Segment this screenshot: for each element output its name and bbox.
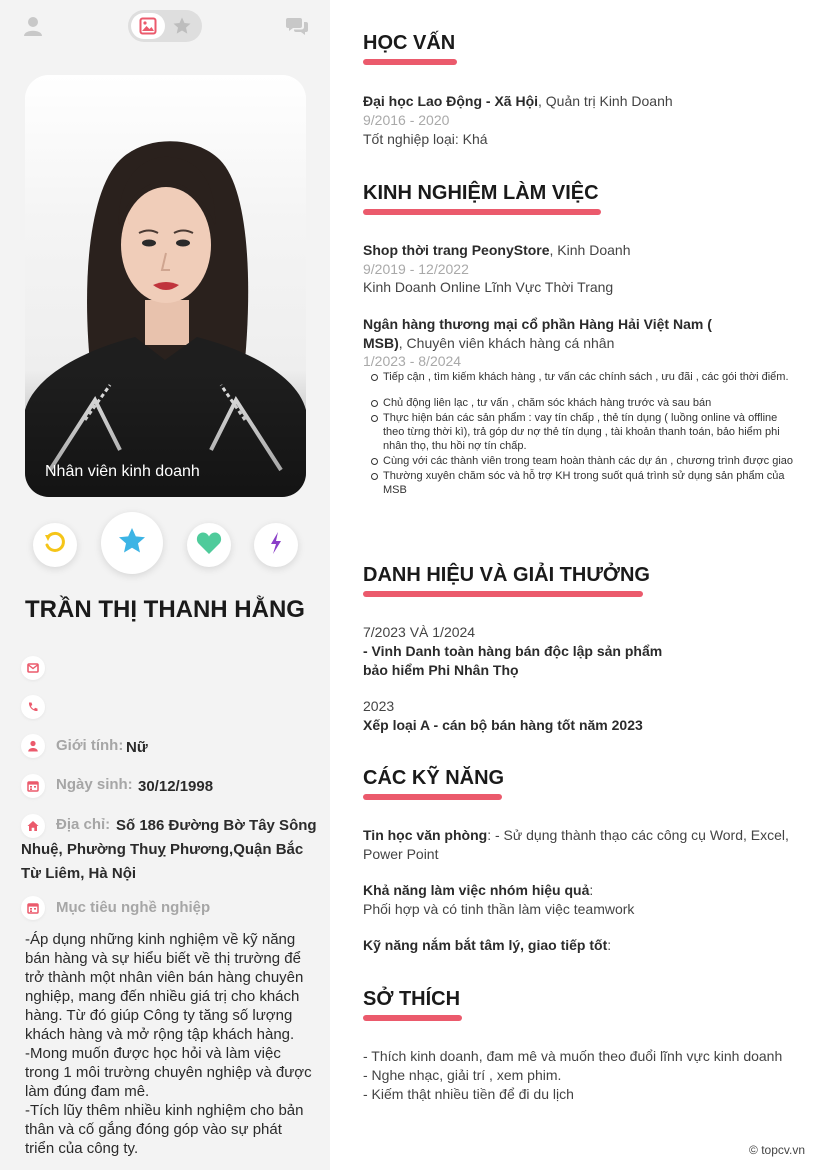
section-title-hobbies: SỞ THÍCH [363, 988, 461, 1010]
education-entry [363, 93, 673, 109]
school-name: Đại học Lao Động - Xã Hội [363, 93, 539, 109]
award1-title-line2: bảo hiểm Phi Nhân Thọ [363, 662, 519, 678]
objective-icon [21, 896, 45, 920]
email-icon[interactable] [21, 656, 45, 680]
objective-label: Mục tiêu nghề nghiệp [56, 899, 211, 916]
job2-company-line1: Ngân hàng thương mại cổ phần Hàng Hải Việt Nam ( [363, 316, 712, 332]
skill1-description: : - Sử dụng thành thạo các công cụ Word, Excel, [487, 827, 789, 843]
undo-button[interactable] [33, 523, 77, 567]
dob-label: Ngày sinh: [56, 776, 133, 793]
profile-photo [25, 75, 306, 497]
lightning-icon [268, 531, 284, 560]
chat-icon[interactable] [285, 15, 307, 37]
candidate-name: TRẦN THỊ THANH HẰNG [25, 596, 305, 623]
image-icon[interactable] [131, 13, 165, 39]
skill1-description-cont: Power Point [363, 846, 439, 862]
gender-label: Giới tính: [56, 737, 124, 754]
job1-period: 9/2019 - 12/2022 [363, 261, 469, 277]
photo-caption: Nhân viên kinh doanh [45, 463, 200, 480]
view-toggle[interactable] [128, 10, 202, 42]
section-title-skills: CÁC KỸ NĂNG [363, 767, 505, 789]
list-item: Thường xuyên chăm sóc và hỗ trợ KH trong suốt quá trình sử dụng sản phẩm của MSB [363, 469, 798, 497]
star-outline-icon[interactable] [172, 16, 192, 36]
job2-header [363, 335, 614, 351]
job2-role: , Chuyên viên khách hàng cá nhân [398, 335, 615, 351]
skill2-colon: : [589, 882, 594, 898]
award1-date: 7/2023 VÀ 1/2024 [363, 624, 476, 640]
skill3-name: Kỹ năng nắm bắt tâm lý, giao tiếp tốt [363, 937, 608, 953]
section-title-experience: KINH NGHIỆM LÀM VIỆC [363, 182, 599, 204]
award2-date: 2023 [363, 698, 395, 714]
skill1 [363, 827, 789, 843]
phone-icon[interactable] [21, 695, 45, 719]
undo-icon [43, 531, 67, 560]
objective-line: -Mong muốn được học hỏi và làm việc trong 1 môi trường chuyên nghiệp và được làm đúng đam mê. [25, 1045, 312, 1100]
list-item: Thực hiện bán các sản phẩm : vay tín chấp , thẻ tín dụng ( luồng online và offline theo từng thời kì), trả góp dư nợ thẻ tín dụng , tài khoản thanh toán, bảo hiểm phi nhân thọ, thu hồi nợ tín chấp. [363, 411, 798, 453]
objective-text [25, 930, 315, 1158]
major: , Quản trị Kinh Doanh [538, 93, 673, 109]
skill1-name: Tin học văn phòng [363, 827, 488, 843]
star-icon [117, 526, 147, 561]
super-like-button[interactable] [101, 512, 163, 574]
boost-button[interactable] [254, 523, 298, 567]
section-underline [363, 209, 601, 215]
like-button[interactable] [187, 523, 231, 567]
job2-company-line2: MSB) [363, 335, 399, 351]
job1-role: , Kinh Doanh [549, 242, 631, 258]
hobby-item: - Kiếm thật nhiều tiền để đi du lịch [363, 1086, 574, 1102]
job2-duties [363, 370, 798, 498]
job1-description: Kinh Doanh Online Lĩnh Vực Thời Trang [363, 279, 614, 295]
section-underline [363, 1015, 462, 1021]
sidebar [0, 0, 330, 1170]
calendar-icon [21, 774, 45, 798]
section-title-awards: DANH HIỆU VÀ GIẢI THƯỞNG [363, 564, 650, 586]
award1-title-line1: - Vinh Danh toàn hàng bán độc lập sản phẩm [363, 643, 663, 659]
address-label: Địa chỉ: [56, 816, 111, 833]
job2-period: 1/2023 - 8/2024 [363, 353, 462, 369]
section-underline [363, 591, 643, 597]
education-period: 9/2016 - 2020 [363, 112, 450, 128]
education-grade: Tốt nghiệp loại: Khá [363, 131, 488, 147]
list-item: Chủ động liên lạc , tư vấn , chăm sóc khách hàng trước và sau bán [363, 396, 798, 410]
gender-value: Nữ [126, 739, 148, 756]
skill2-name: Khả năng làm việc nhóm hiệu quả [363, 882, 590, 898]
hobby-item: - Thích kinh doanh, đam mê và muốn theo đuổi lĩnh vực kinh doanh [363, 1048, 783, 1064]
dob-value: 30/12/1998 [138, 778, 214, 795]
skill3 [363, 937, 611, 953]
topcv-watermark[interactable]: © topcv.vn [749, 1143, 805, 1157]
objective-line: -Áp dụng những kinh nghiệm về kỹ năng bán hàng và sự hiểu biết về thị trường để trở thành một nhân viên bán hàng chuyên nghiệp, mang đến nhiều giá trị cho khách hàng. Từ đó giúp Công ty tăng số lượng khách hàng và mở rộng tập khách hàng. [25, 931, 304, 1043]
section-underline [363, 794, 502, 800]
award2-title: Xếp loại A - cán bộ bán hàng tốt năm 2023 [363, 717, 643, 733]
hobby-item: - Nghe nhạc, giải trí , xem phim. [363, 1067, 562, 1083]
address-value: Số 186 Đường Bờ Tây Sông Nhuệ, Phường Thuỵ Phương,Quận Bắc Từ Liêm, Hà Nội [21, 817, 317, 882]
objective-line: -Tích lũy thêm nhiều kinh nghiệm cho bản thân và cố gắng đóng góp vào sự phát triển của công ty. [25, 1102, 304, 1157]
job1-company: Shop thời trang PeonyStore [363, 242, 550, 258]
user-icon[interactable] [22, 15, 44, 37]
job1-header [363, 242, 630, 258]
list-item: Tiếp cận , tìm kiếm khách hàng , tư vấn các chính sách , ưu đãi , các gói thời điểm. [363, 370, 798, 384]
section-underline [363, 59, 457, 65]
heart-icon [196, 531, 222, 560]
gender-icon [21, 734, 45, 758]
section-title-education: HỌC VẤN [363, 32, 456, 54]
skill3-colon: : [607, 937, 612, 953]
skill2-description: Phối hợp và có tinh thần làm việc teamwork [363, 901, 635, 917]
list-item: Cùng với các thành viên trong team hoàn thành các dự án , chương trình được giao [363, 454, 798, 468]
skill2 [363, 882, 593, 898]
